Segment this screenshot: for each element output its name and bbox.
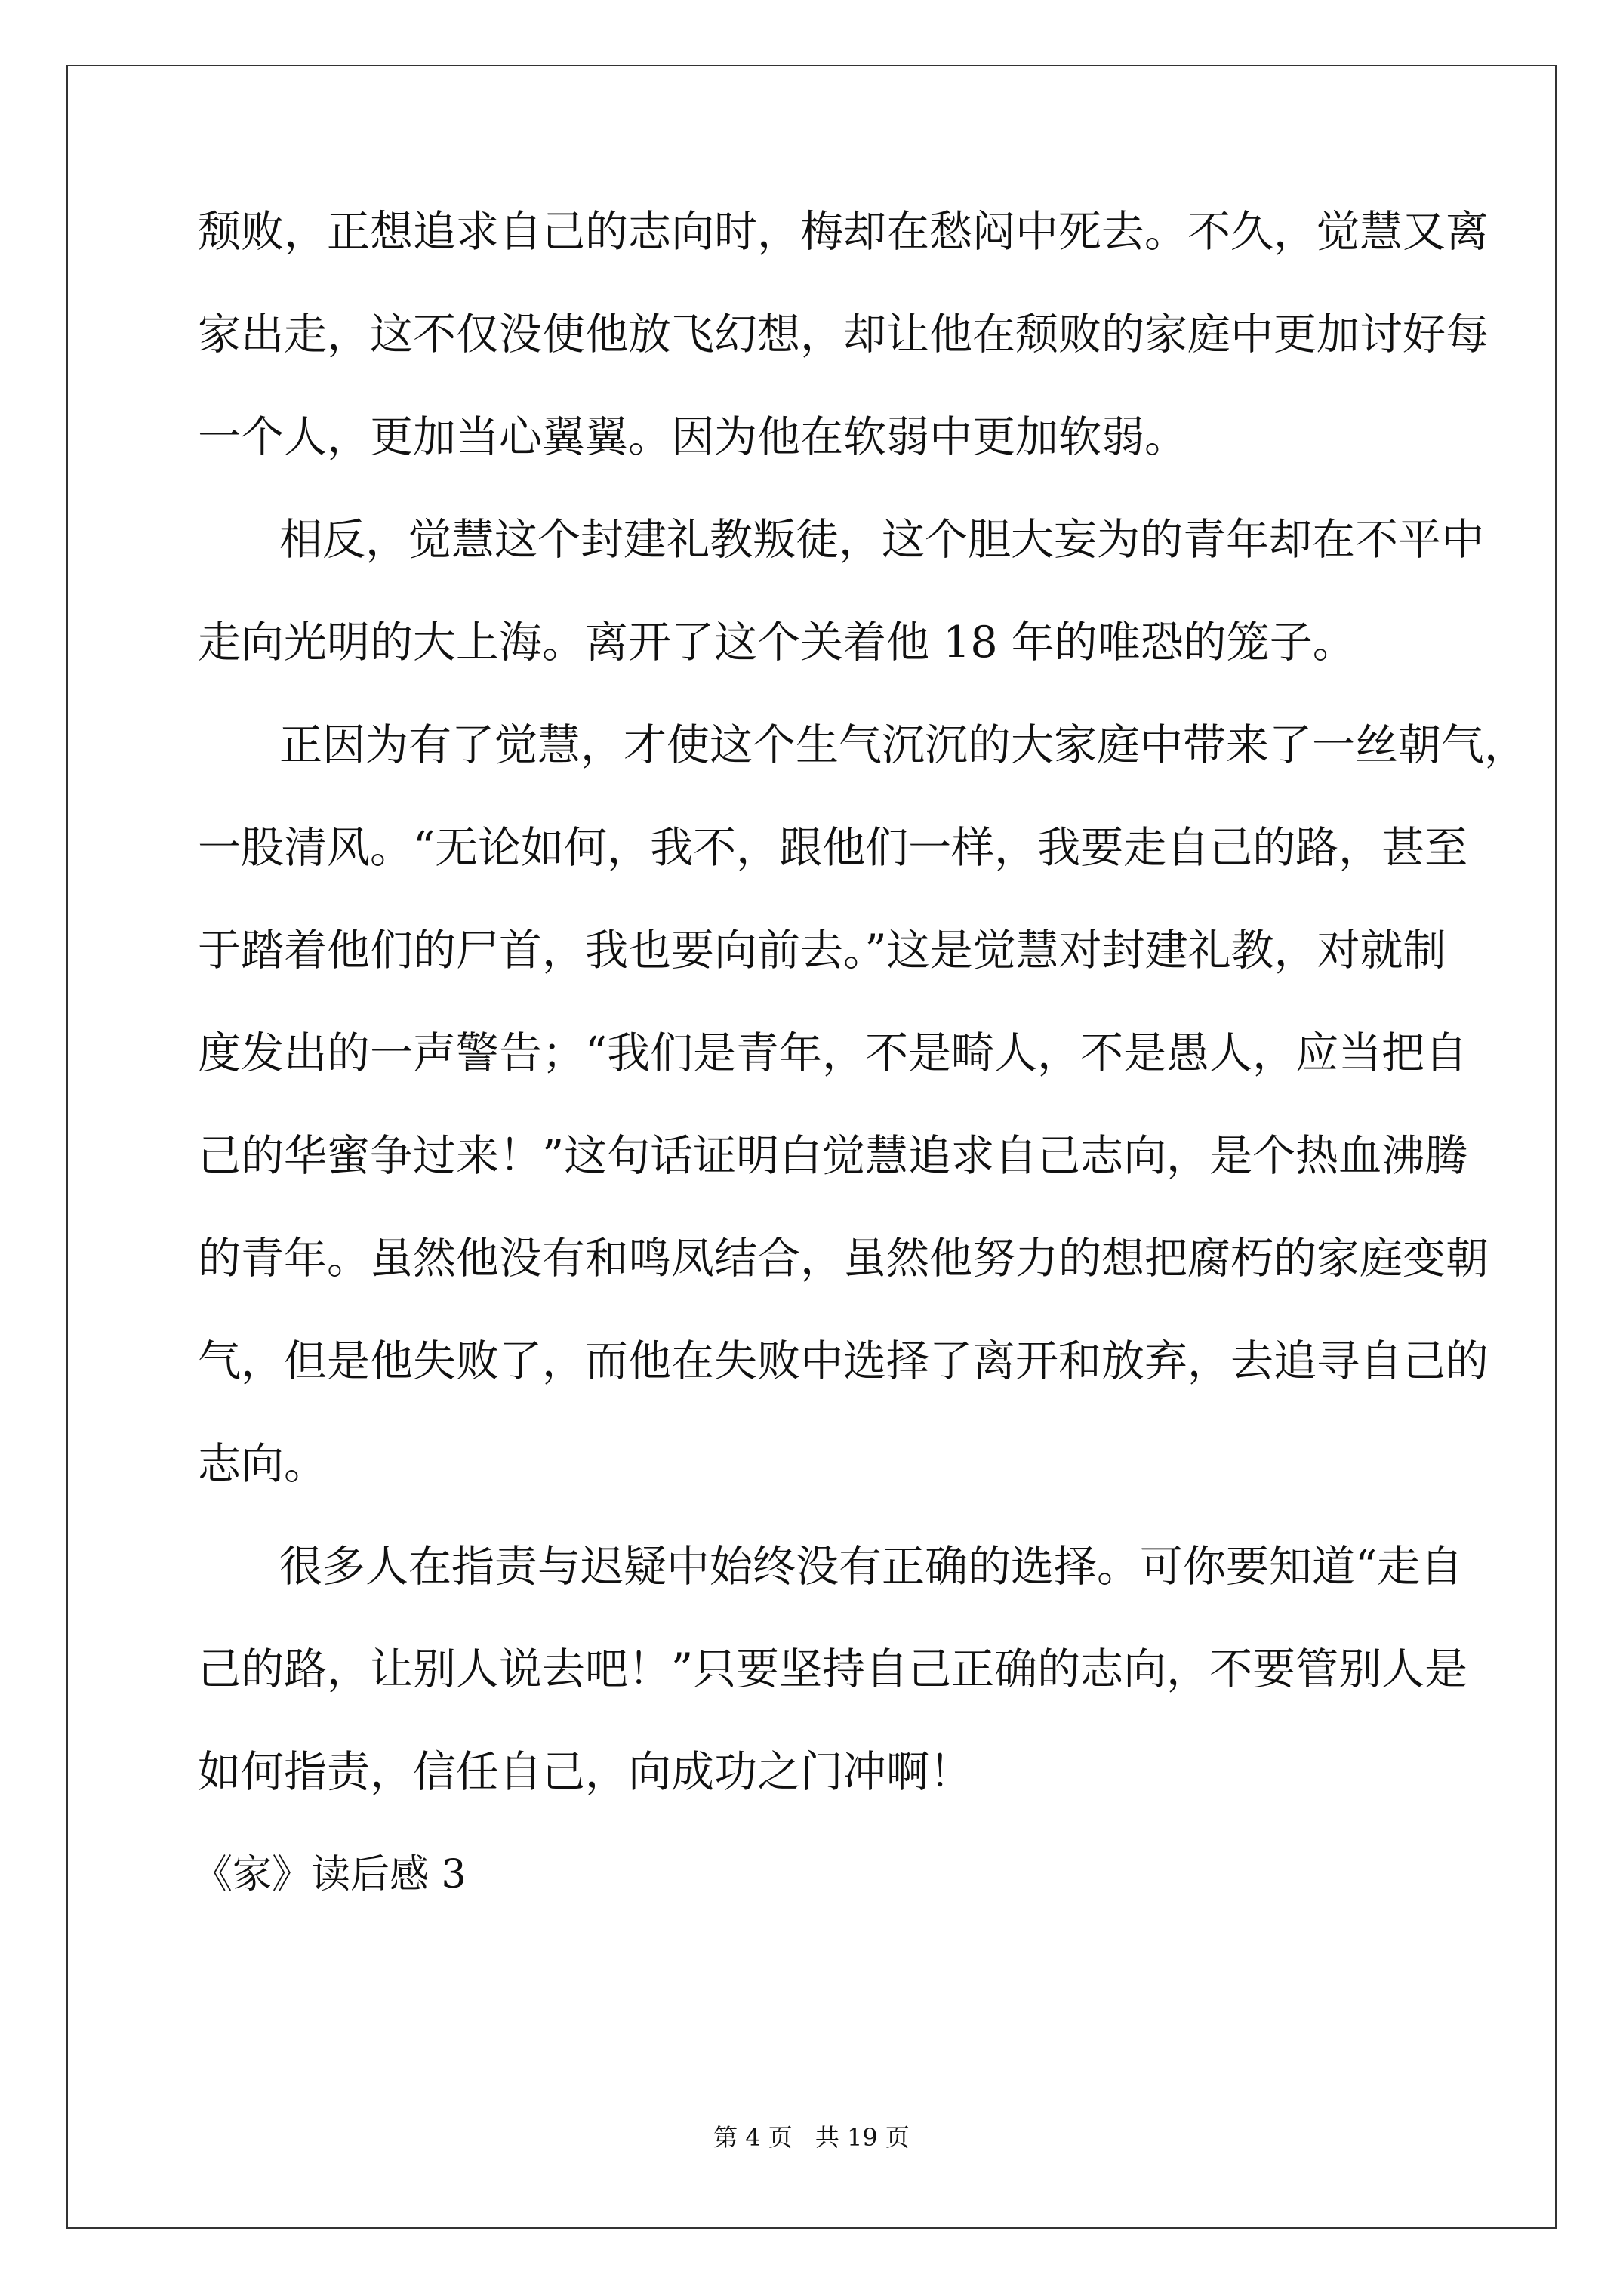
page-number: 第 4 页 bbox=[713, 2123, 793, 2152]
text-line: 的青年。虽然他没有和鸣凤结合，虽然他努力的想把腐朽的家庭变朝 bbox=[198, 1234, 1489, 1284]
text-line: 一股清风。“无论如何，我不，跟他们一样，我要走自己的路，甚至 bbox=[198, 823, 1468, 873]
text-line: 于踏着他们的尸首，我也要向前去。”这是觉慧对封建礼教，对就制 bbox=[198, 926, 1446, 975]
text-line: 志向。 bbox=[198, 1439, 327, 1489]
text-line: 很多人在指责与迟疑中始终没有正确的选择。可你要知道“走自 bbox=[279, 1542, 1464, 1592]
text-line: 己的路，让别人说去吧！”只要坚持自己正确的志向，不要管别人是 bbox=[198, 1644, 1468, 1694]
text-line: 度发出的一声警告；“我们是青年，不是畸人，不是愚人，应当把自 bbox=[198, 1028, 1468, 1078]
text-line: 一个人，更加当心翼翼。因为他在软弱中更加软弱。 bbox=[198, 412, 1187, 462]
text-line: 相反，觉慧这个封建礼教叛徒，这个胆大妄为的青年却在不平中 bbox=[279, 515, 1484, 565]
text-line: 己的华蜜争过来！”这句话证明白觉慧追求自己志向，是个热血沸腾 bbox=[198, 1131, 1468, 1181]
text-line: 颓败，正想追求自己的志向时，梅却在愁闷中死去。不久，觉慧又离 bbox=[198, 207, 1489, 257]
page-total: 共 19 页 bbox=[815, 2123, 910, 2152]
text-line: 气，但是他失败了，而他在失败中选择了离开和放弃，去追寻自己的 bbox=[198, 1336, 1489, 1386]
text-line: 正因为有了觉慧，才使这个生气沉沉的大家庭中带来了一丝朝气， bbox=[279, 720, 1527, 770]
section-heading: 《家》读后感 3 bbox=[193, 1852, 467, 1897]
document-body bbox=[193, 205, 1527, 1951]
text-line: 如何指责，信任自己，向成功之门冲啊！ bbox=[198, 1747, 972, 1797]
text-line: 家出走，这不仅没使他放飞幻想，却让他在颓败的家庭中更加讨好每 bbox=[198, 310, 1489, 359]
text-line: 走向光明的大上海。离开了这个关着他 18 年的唯恐的笼子。 bbox=[198, 618, 1356, 667]
page-footer bbox=[0, 2122, 1623, 2153]
